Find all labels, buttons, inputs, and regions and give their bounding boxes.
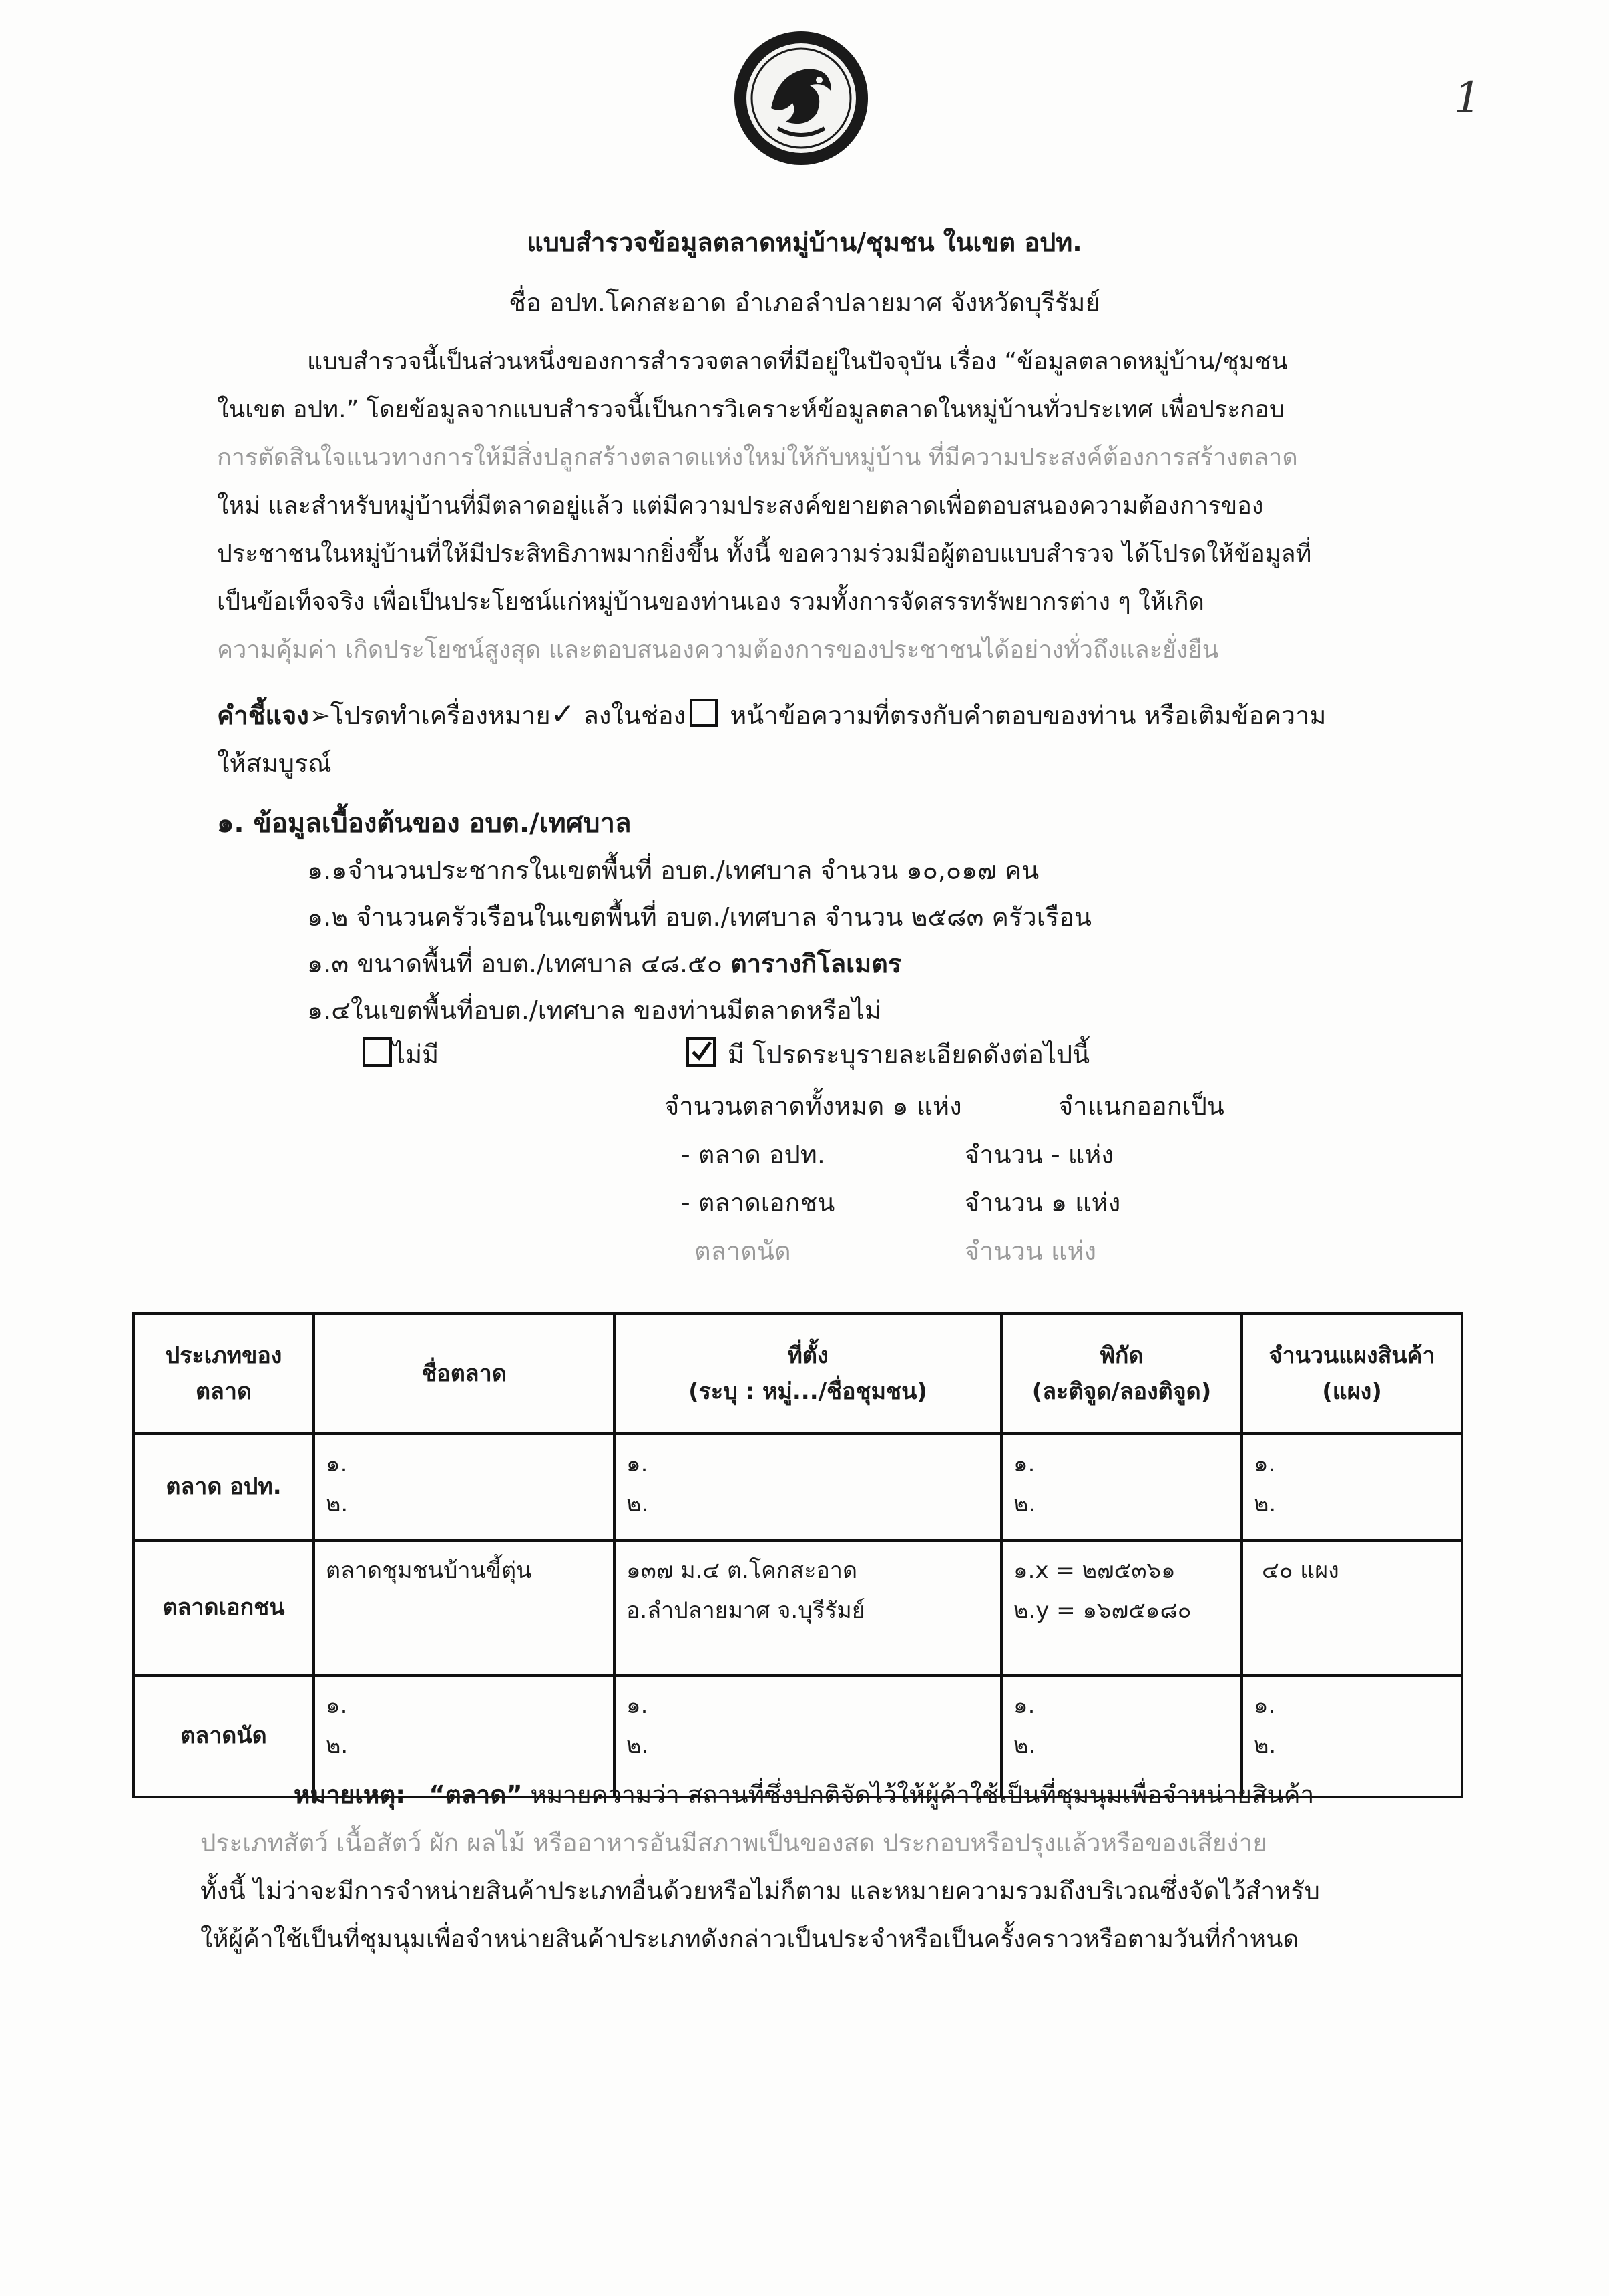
- checkmark-icon: ✓: [550, 697, 576, 731]
- cell-location[interactable]: ๑๓๗ ม.๔ ต.โคกสะอาด อ.ลำปลายมาศ จ.บุรีรัมย์: [614, 1541, 1001, 1676]
- household-item: ๑.๒ จำนวนครัวเรือนในเขตพื้นที่ อบต./เทศบาล จำนวน ๒๕๘๓ ครัวเรือน: [307, 902, 1092, 932]
- market-type-name: - ตลาด อปท.: [681, 1140, 825, 1169]
- header-coordinates: พิกัด (ละติจูด/ลองติจูด): [1001, 1314, 1242, 1434]
- checkbox-icon: [690, 699, 718, 727]
- checkmark-icon: [689, 1040, 713, 1064]
- note-text: หมายความว่า สถานที่ซึ่งปกติจัดไว้ให้ผู้ค้าใช้เป็นที่ชุมนุมเพื่อจำหน่ายสินค้า: [530, 1780, 1315, 1809]
- intro-line: ประชาชนในหมู่บ้านที่ให้มีประสิทธิภาพมากยิ่งขึ้น ทั้งนี้ ขอความร่วมมือผู้ตอบแบบสำรวจ ได้โปรดให้ข้อมูลที่: [217, 540, 1312, 568]
- cell-stalls[interactable]: ๔๐ แผง: [1242, 1541, 1462, 1676]
- area-unit: ตารางกิโลเมตร: [730, 949, 902, 978]
- cell-coordinates[interactable]: ๑. ๒.: [1001, 1434, 1242, 1541]
- note-line: ให้ผู้ค้าใช้เป็นที่ชุมนุมเพื่อจำหน่ายสินค้าประเภทดังกล่าวเป็นประจำหรือเป็นครั้งคราวหรือตามวันที่กำหนด: [200, 1925, 1299, 1953]
- instruction-text: โปรดทำเครื่องหมาย: [330, 701, 551, 730]
- instruction-text: หน้าข้อความที่ตรงกับคำตอบของท่าน หรือเติมข้อความ: [730, 701, 1327, 730]
- cell-location[interactable]: ๑. ๒.: [614, 1434, 1001, 1541]
- note-term: “ตลาด”: [429, 1780, 523, 1809]
- cell-stalls[interactable]: ๑. ๒.: [1242, 1434, 1462, 1541]
- instruction-label: คำชี้แจง: [217, 701, 309, 730]
- area-text: ๑.๓ ขนาดพื้นที่ อบต./เทศบาล ๔๘.๕๐: [307, 949, 722, 978]
- intro-line: การตัดสินใจแนวทางการให้มีสิ่งปลูกสร้างตลาดแห่งใหม่ให้กับหมู่บ้าน ที่มีความประสงค์ต้องการสร้างตลาด: [217, 444, 1298, 471]
- market-type-count: จำนวน ๑ แห่ง: [965, 1188, 1121, 1217]
- cell-coordinates[interactable]: ๑.x = ๒๗๕๓๖๑ ๒.y = ๑๖๗๕๑๘๐: [1001, 1541, 1242, 1676]
- market-table: [132, 1312, 1463, 1798]
- classify-label: จำแนกออกเป็น: [1058, 1091, 1224, 1121]
- cell-name[interactable]: ๑. ๒.: [314, 1676, 614, 1797]
- note-label: หมายเหตุ:: [294, 1780, 406, 1809]
- intro-line: ความคุ้มค่า เกิดประโยชน์สูงสุด และตอบสนองความต้องการของประชาชนได้อย่างทั่วถึงและยั่งยืน: [217, 636, 1219, 664]
- market-question: ๑.๔ในเขตพื้นที่อบต./เทศบาล ของท่านมีตลาดหรือไม่: [307, 996, 881, 1025]
- instruction: [217, 695, 1326, 735]
- market-type-name: - ตลาดเอกชน: [681, 1188, 835, 1217]
- intro-line: เป็นข้อเท็จจริง เพื่อเป็นประโยชน์แก่หมู่บ้านของท่านเอง รวมทั้งการจัดสรรทรัพยากรต่าง ๆ ให้เกิด: [217, 588, 1204, 616]
- header-market-name: ชื่อตลาด: [314, 1314, 614, 1434]
- survey-title: แบบสำรวจข้อมูลตลาดหมู่บ้าน/ชุมชน ในเขต อปท.: [527, 228, 1082, 257]
- dragon-seal-icon: [731, 28, 871, 168]
- cell-stalls[interactable]: ๑. ๒.: [1242, 1676, 1462, 1797]
- header-stalls: จำนวนแผงสินค้า (แผง): [1242, 1314, 1462, 1434]
- checkbox-no-market[interactable]: [363, 1037, 392, 1067]
- row-type: ตลาดนัด: [134, 1676, 314, 1797]
- note-line: ทั้งนี้ ไม่ว่าจะมีการจำหน่ายสินค้าประเภทอื่นด้วยหรือไม่ก็ตาม และหมายความรวมถึงบริเวณซึ่งจัดไว้สำหรับ: [200, 1877, 1320, 1905]
- market-type-name: ตลาดนัด: [694, 1236, 791, 1266]
- note-line: ประเภทสัตว์ เนื้อสัตว์ ผัก ผลไม้ หรืออาหารอันมีสภาพเป็นของสด ประกอบหรือปรุงแล้วหรือของเสียง่าย: [200, 1829, 1268, 1857]
- market-type-count: จำนวน - แห่ง: [965, 1140, 1114, 1169]
- market-type-count: จำนวน แห่ง: [965, 1236, 1097, 1266]
- population-item: ๑.๑จำนวนประชากรในเขตพื้นที่ อบต./เทศบาล จำนวน ๑๐,๐๑๗ คน: [307, 855, 1040, 885]
- table-row: [134, 1541, 1462, 1676]
- note-line: [294, 1775, 1314, 1814]
- table-row: [134, 1434, 1462, 1541]
- header-location: ที่ตั้ง (ระบุ : หมู่.../ชื่อชุมชน): [614, 1314, 1001, 1434]
- instruction-continuation: ให้สมบูรณ์: [217, 749, 332, 778]
- intro-line: ใหม่ และสำหรับหมู่บ้านที่มีตลาดอยู่แล้ว แต่มีความประสงค์ขยายตลาดเพื่อตอบสนองความต้องการของ: [217, 492, 1264, 520]
- intro-line: แบบสำรวจนี้เป็นส่วนหนึ่งของการสำรวจตลาดที่มีอยู่ในปัจจุบัน เรื่อง “ข้อมูลตลาดหมู่บ้าน/ชุมชน: [307, 348, 1288, 375]
- row-type: ตลาด อปท.: [134, 1434, 314, 1541]
- total-markets: จำนวนตลาดทั้งหมด ๑ แห่ง: [664, 1091, 962, 1121]
- cell-name[interactable]: ตลาดชุมชนบ้านขี้ตุ่น: [314, 1541, 614, 1676]
- header-market-type: ประเภทของ ตลาด: [134, 1314, 314, 1434]
- checkbox-has-market[interactable]: [686, 1037, 716, 1067]
- area-item: [307, 943, 901, 984]
- section-heading: ๑. ข้อมูลเบื้องต้นของ อบต./เทศบาล: [217, 808, 632, 839]
- option-no-label: ไม่มี: [393, 1040, 439, 1069]
- cell-name[interactable]: ๑. ๒.: [314, 1434, 614, 1541]
- intro-line: ในเขต อปท.” โดยข้อมูลจากแบบสำรวจนี้เป็นการวิเคราะห์ข้อมูลตลาดในหมู่บ้านทั่วประเทศ เพื่อประกอบ: [217, 396, 1285, 423]
- instruction-text: ลงในช่อง: [583, 701, 686, 730]
- table-header-row: [134, 1314, 1462, 1434]
- option-yes-label: มี โปรดระบุรายละเอียดดังต่อไปนี้: [728, 1040, 1090, 1069]
- page-number: 1: [1454, 73, 1481, 123]
- cell-location[interactable]: ๑. ๒.: [614, 1676, 1001, 1797]
- arrow-icon: ➢: [308, 701, 330, 730]
- organization-name: ชื่อ อปท.โคกสะอาด อำเภอลำปลายมาศ จังหวัดบุรีรัมย์: [509, 288, 1100, 317]
- cell-coordinates[interactable]: ๑. ๒.: [1001, 1676, 1242, 1797]
- row-type: ตลาดเอกชน: [134, 1541, 314, 1676]
